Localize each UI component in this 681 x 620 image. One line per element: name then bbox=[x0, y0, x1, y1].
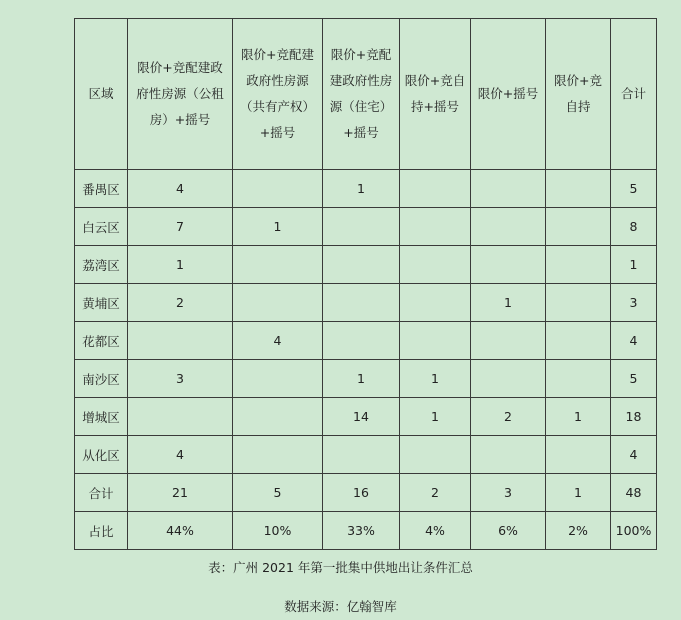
table-cell bbox=[233, 436, 323, 474]
table-cell: 1 bbox=[471, 284, 546, 322]
table-cell: 2 bbox=[128, 284, 233, 322]
table-cell: 1 bbox=[400, 360, 471, 398]
table-cell: 2% bbox=[546, 512, 611, 550]
table-row bbox=[75, 398, 657, 436]
land-supply-summary-table bbox=[74, 18, 657, 550]
table-cell: 黄埔区 bbox=[75, 284, 128, 322]
table-cell: 占比 bbox=[75, 512, 128, 550]
table-cell bbox=[400, 284, 471, 322]
table-cell bbox=[128, 398, 233, 436]
table-cell: 7 bbox=[128, 208, 233, 246]
table-cell: 4 bbox=[611, 322, 657, 360]
table-row bbox=[75, 208, 657, 246]
header-self-hold: 限价+竞自持 bbox=[546, 19, 611, 170]
table-cell bbox=[471, 436, 546, 474]
table-cell bbox=[128, 322, 233, 360]
table-cell bbox=[546, 170, 611, 208]
total-row bbox=[75, 474, 657, 512]
table-cell: 4% bbox=[400, 512, 471, 550]
table-cell: 5 bbox=[611, 170, 657, 208]
table-cell bbox=[471, 360, 546, 398]
table-cell: 4 bbox=[233, 322, 323, 360]
table-cell: 1 bbox=[611, 246, 657, 284]
table-cell bbox=[233, 170, 323, 208]
table-cell: 33% bbox=[323, 512, 400, 550]
table-cell: 3 bbox=[471, 474, 546, 512]
table-cell bbox=[471, 322, 546, 360]
table-row bbox=[75, 246, 657, 284]
table-cell: 10% bbox=[233, 512, 323, 550]
table-cell: 花都区 bbox=[75, 322, 128, 360]
table-cell: 2 bbox=[400, 474, 471, 512]
table-cell: 18 bbox=[611, 398, 657, 436]
table-cell bbox=[323, 322, 400, 360]
table-cell bbox=[233, 284, 323, 322]
table-cell: 44% bbox=[128, 512, 233, 550]
table-cell: 4 bbox=[128, 170, 233, 208]
table-cell: 4 bbox=[611, 436, 657, 474]
table-cell bbox=[400, 436, 471, 474]
header-residential: 限价+竞配建政府性房源（住宅）+摇号 bbox=[323, 19, 400, 170]
table-cell: 1 bbox=[546, 398, 611, 436]
table-cell: 5 bbox=[611, 360, 657, 398]
share-row bbox=[75, 512, 657, 550]
table-cell: 3 bbox=[128, 360, 233, 398]
table-cell: 1 bbox=[323, 170, 400, 208]
table-cell: 从化区 bbox=[75, 436, 128, 474]
table-cell: 4 bbox=[128, 436, 233, 474]
table-cell: 3 bbox=[611, 284, 657, 322]
table-cell: 5 bbox=[233, 474, 323, 512]
table-caption: 表：广州 2021 年第一批集中供地出让条件汇总 bbox=[208, 560, 473, 575]
table-cell: 白云区 bbox=[75, 208, 128, 246]
header-total: 合计 bbox=[611, 19, 657, 170]
table-cell bbox=[323, 284, 400, 322]
table-cell: 6% bbox=[471, 512, 546, 550]
table-cell: 8 bbox=[611, 208, 657, 246]
table-cell bbox=[400, 208, 471, 246]
table-row bbox=[75, 436, 657, 474]
table-cell: 1 bbox=[400, 398, 471, 436]
table-row bbox=[75, 170, 657, 208]
table-cell: 16 bbox=[323, 474, 400, 512]
table-cell: 增城区 bbox=[75, 398, 128, 436]
table-cell: 1 bbox=[323, 360, 400, 398]
table-row bbox=[75, 284, 657, 322]
table-cell: 荔湾区 bbox=[75, 246, 128, 284]
table-cell: 合计 bbox=[75, 474, 128, 512]
table-cell: 1 bbox=[128, 246, 233, 284]
table-cell: 1 bbox=[546, 474, 611, 512]
table-cell bbox=[471, 170, 546, 208]
summary-table-container bbox=[74, 18, 657, 550]
table-cell: 14 bbox=[323, 398, 400, 436]
table-cell bbox=[546, 322, 611, 360]
table-row bbox=[75, 360, 657, 398]
table-cell bbox=[233, 360, 323, 398]
table-cell: 1 bbox=[233, 208, 323, 246]
table-cell bbox=[546, 246, 611, 284]
table-cell: 21 bbox=[128, 474, 233, 512]
table-cell: 100% bbox=[611, 512, 657, 550]
table-cell bbox=[546, 284, 611, 322]
table-cell bbox=[546, 360, 611, 398]
table-cell bbox=[323, 436, 400, 474]
table-cell bbox=[233, 246, 323, 284]
header-shared-ownership: 限价+竞配建政府性房源（共有产权）+摇号 bbox=[233, 19, 323, 170]
table-cell: 南沙区 bbox=[75, 360, 128, 398]
table-cell bbox=[400, 322, 471, 360]
table-header-row bbox=[75, 19, 657, 170]
table-cell bbox=[323, 246, 400, 284]
table-cell bbox=[323, 208, 400, 246]
header-public-rental: 限价+竞配建政府性房源（公租房）+摇号 bbox=[128, 19, 233, 170]
table-cell bbox=[400, 170, 471, 208]
table-cell bbox=[400, 246, 471, 284]
table-cell: 48 bbox=[611, 474, 657, 512]
table-cell: 番禺区 bbox=[75, 170, 128, 208]
table-cell bbox=[471, 246, 546, 284]
table-cell bbox=[546, 436, 611, 474]
data-source: 数据来源：亿翰智库 bbox=[284, 599, 397, 614]
table-cell bbox=[546, 208, 611, 246]
table-row bbox=[75, 322, 657, 360]
header-region: 区域 bbox=[75, 19, 128, 170]
table-cell bbox=[233, 398, 323, 436]
header-self-hold-lottery: 限价+竞自持+摇号 bbox=[400, 19, 471, 170]
table-cell bbox=[471, 208, 546, 246]
table-cell: 2 bbox=[471, 398, 546, 436]
header-price-limit-lottery: 限价+摇号 bbox=[471, 19, 546, 170]
